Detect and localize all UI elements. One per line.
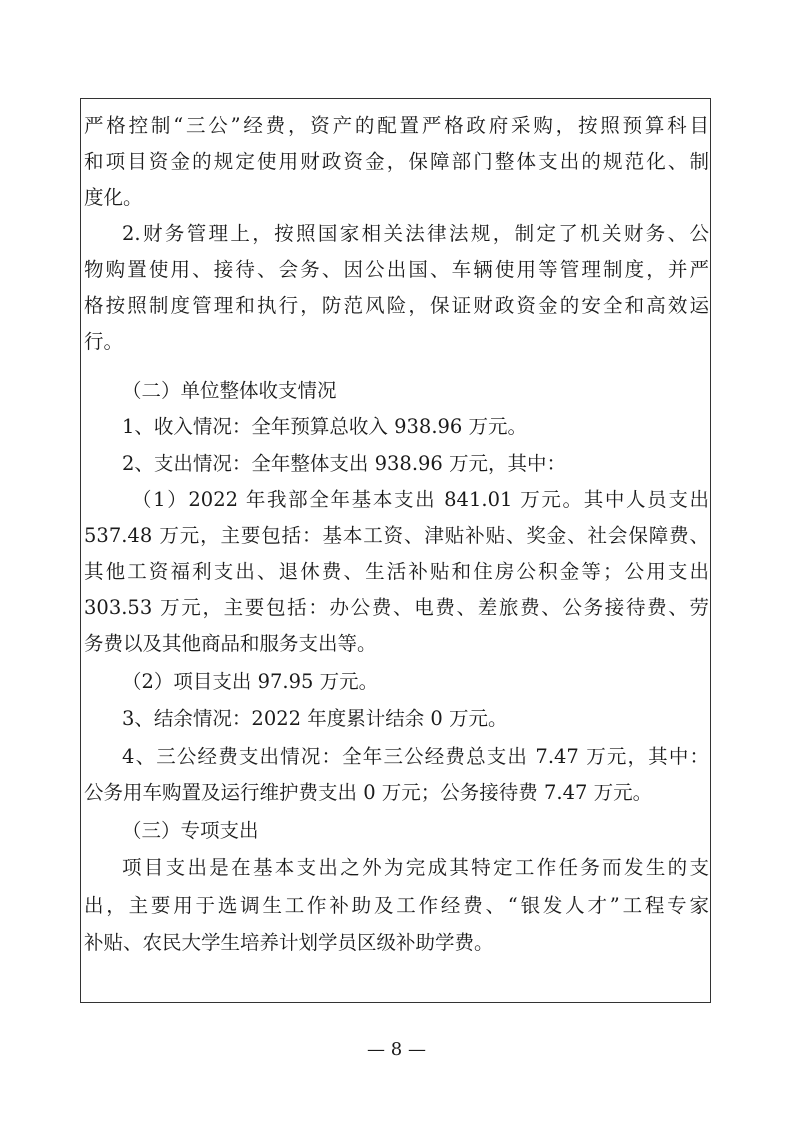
text-line: 度化。 — [84, 186, 143, 209]
text-line: 行。 — [84, 330, 124, 353]
text-line: 物购置使用、接待、会务、因公出国、车辆使用等管理制度，并严 — [84, 258, 709, 281]
text-line: 1、收入情况：全年预算总收入 938.96 万元。 — [122, 415, 528, 438]
section-heading: （二）单位整体收支情况 — [122, 379, 337, 402]
text-line: 公务用车购置及运行维护费支出 0 万元；公务接待费 7.47 万元。 — [84, 781, 653, 804]
text-line: 3、结余情况：2022 年度累计结余 0 万元。 — [122, 707, 508, 730]
text-line: 2.财务管理上，按照国家相关法律法规，制定了机关财务、公 — [122, 222, 709, 245]
text-line: 537.48 万元，主要包括：基本工资、津贴补贴、奖金、社会保障费、 — [84, 524, 709, 547]
text-line: 补贴、农民大学生培养计划学员区级补助学费。 — [84, 931, 494, 954]
text-line: 项目支出是在基本支出之外为完成其特定工作任务而发生的支 — [122, 856, 709, 879]
text-line: 2、支出情况：全年整体支出 938.96 万元，其中： — [122, 452, 567, 475]
text-line: 格按照制度管理和执行，防范风险，保证财政资金的安全和高效运 — [84, 294, 709, 317]
text-line: 出，主要用于选调生工作补助及工作经费、“银发人才”工程专家 — [84, 894, 709, 917]
text-line: 务费以及其他商品和服务支出等。 — [84, 632, 377, 655]
section-heading: （三）专项支出 — [122, 819, 259, 842]
text-line: 和项目资金的规定使用财政资金，保障部门整体支出的规范化、制 — [84, 150, 709, 173]
page-number: — 8 — — [367, 1039, 426, 1060]
text-line: 303.53 万元，主要包括：办公费、电费、差旅费、公务接待费、劳 — [84, 596, 709, 619]
text-line: （2）项目支出 97.95 万元。 — [122, 670, 379, 693]
text-line: （1）2022 年我部全年基本支出 841.01 万元。其中人员支出 — [132, 488, 709, 511]
text-line: 其他工资福利支出、退休费、生活补贴和住房公积金等；公用支出 — [84, 560, 709, 583]
text-line: 4、三公经费支出情况：全年三公经费总支出 7.47 万元，其中： — [122, 745, 709, 768]
text-line: 严格控制“三公”经费，资产的配置严格政府采购，按照预算科目 — [84, 114, 709, 137]
